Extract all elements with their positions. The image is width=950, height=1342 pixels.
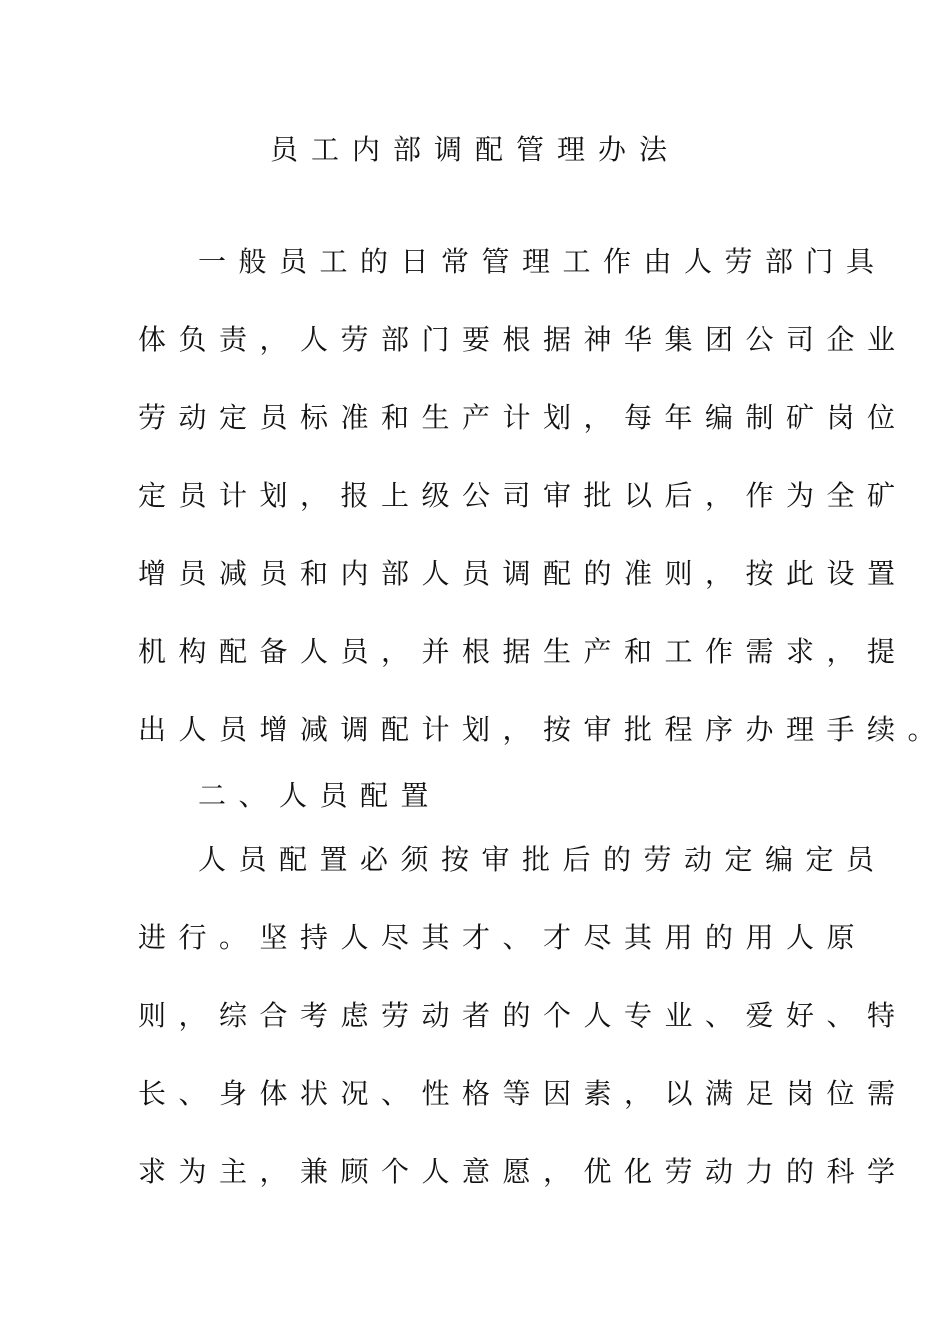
paragraph-line: 求为主，兼顾个人意愿，优化劳动力的科学 — [138, 1155, 908, 1188]
paragraph-line: 长、身体状况、性格等因素，以满足岗位需 — [138, 1077, 908, 1110]
paragraph-line: 一般员工的日常管理工作由人劳部门具 — [198, 245, 887, 278]
paragraph-line: 进行。坚持人尽其才、才尽其用的用人原 — [138, 921, 868, 954]
paragraph-line: 增员减员和内部人员调配的准则，按此设置 — [138, 557, 908, 590]
document-title: 员工内部调配管理办法 — [269, 133, 680, 166]
paragraph-line: 人员配置必须按审批后的劳动定编定员 — [198, 843, 887, 876]
paragraph-line: 出人员增减调配计划，按审批程序办理手续。 — [138, 713, 949, 746]
paragraph-line: 定员计划，报上级公司审批以后，作为全矿 — [138, 479, 908, 512]
section-heading: 二、人员配置 — [198, 779, 442, 812]
paragraph-line: 劳动定员标准和生产计划，每年编制矿岗位 — [138, 401, 908, 434]
paragraph-line: 体负责，人劳部门要根据神华集团公司企业 — [138, 323, 908, 356]
paragraph-line: 则，综合考虑劳动者的个人专业、爱好、特 — [138, 999, 908, 1032]
paragraph-line: 机构配备人员，并根据生产和工作需求，提 — [138, 635, 908, 668]
